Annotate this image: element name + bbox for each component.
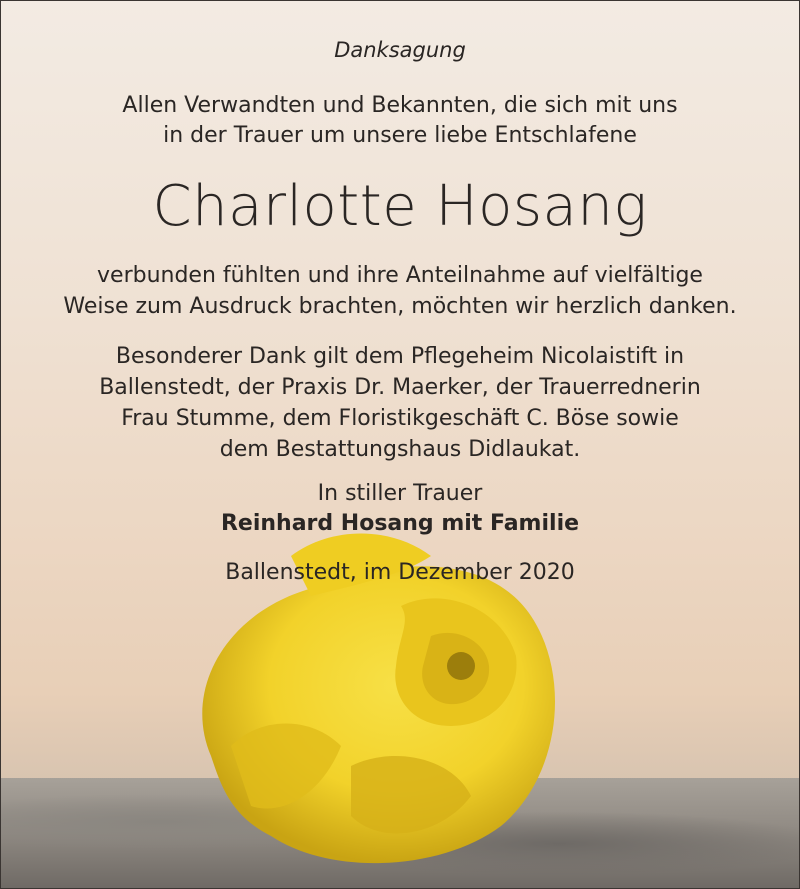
special-thanks-line: dem Bestattungshaus Didlaukat. [219, 437, 581, 462]
special-thanks-text [1, 341, 799, 465]
heading: Danksagung [334, 38, 466, 62]
intro-line: Allen Verwandten und Bekannten, die sich mit uns [122, 93, 678, 118]
intro-text [1, 91, 799, 151]
special-thanks-line: Besonderer Dank gilt dem Pflegeheim Nicolaistift in [115, 344, 685, 369]
signer-name: Reinhard Hosang mit Familie [220, 511, 580, 536]
special-thanks-line: Frau Stumme, dem Floristikgeschäft C. Böse sowie [121, 406, 679, 431]
thanks-line: verbunden fühlten und ihre Anteilnahme auf vielfältige [97, 263, 703, 288]
closing-phrase: In stiller Trauer [317, 481, 483, 506]
thanks-line: Weise zum Ausdruck brachten, möchten wir herzlich danken. [63, 294, 737, 319]
deceased-name: Charlotte Hosang [152, 174, 648, 239]
place-date: Ballenstedt, im Dezember 2020 [225, 560, 575, 585]
thanks-text [1, 260, 799, 322]
intro-line: in der Trauer um unsere liebe Entschlafene [163, 123, 637, 148]
special-thanks-line: Ballenstedt, der Praxis Dr. Maerker, der Trauerrednerin [99, 375, 701, 400]
